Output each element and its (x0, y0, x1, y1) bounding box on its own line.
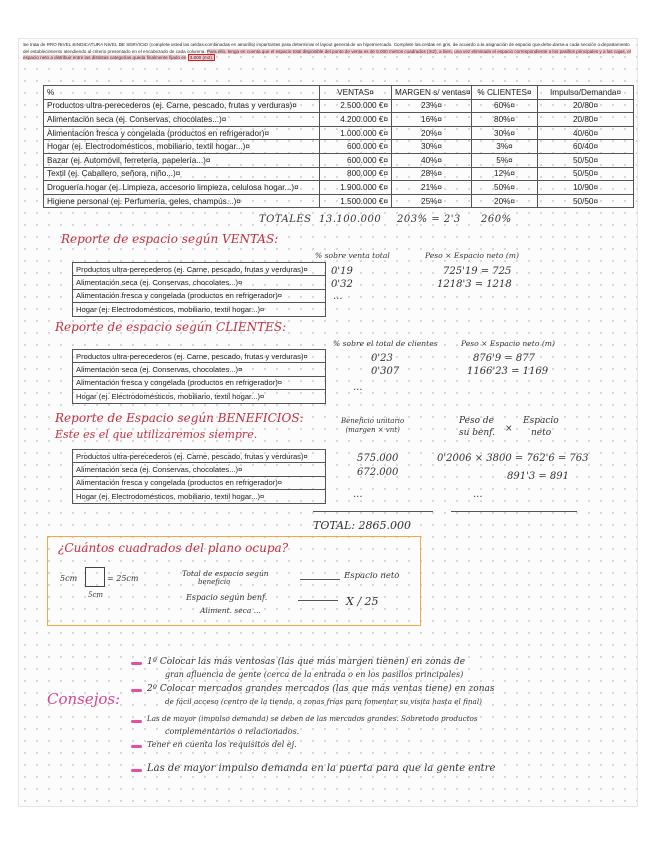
header-ventas: VENTAS¤ (320, 86, 392, 100)
row-name: Productos ultra-perecederos (ej. Carne, pescado, frutas y verduras)¤ (73, 350, 326, 363)
beneficios-title: Reporte de Espacio según BENEFICIOS: (55, 411, 304, 425)
intro-boxed-value: 3.800 (m2). (189, 55, 214, 61)
consejo-line-8: Las de mayor impulso demanda en la puerta para que la gente entre (147, 763, 496, 774)
marker-1 (131, 662, 142, 665)
table-row (44, 126, 634, 140)
beneficios-v2-2: ... (473, 489, 483, 500)
beneficios-col3b: neto (531, 428, 552, 438)
x-over: X / 25 (346, 595, 379, 608)
row-name: Productos ultra-perecederos (ej. Carne, pescado, frutas y verduras)¤ (73, 450, 326, 463)
row-margen: 21%¤ (392, 181, 472, 195)
row-margen: 25%¤ (392, 194, 472, 208)
frac-num-b: beneficio (198, 578, 231, 586)
intro-highlight2: una vez eliminado el espacio correspondiente a los pasillos principales y a las cajas, el espacio neto a distribuir entre las distintas categorías queda finalmente fijado en (23, 48, 631, 61)
beneficios-times: × (505, 424, 513, 434)
table-row (73, 390, 326, 403)
row-impulso: 50/50¤ (538, 194, 634, 208)
row-ventas: 600.000 €¤ (320, 140, 392, 154)
row-name: Alimentación fresca y congelada (productos en refrigerador)¤ (73, 476, 326, 489)
row-impulso: 20/80¤ (538, 99, 634, 113)
clientes-title: Reporte de espacio según CLIENTES: (55, 320, 287, 334)
clientes-v1-2: ... (353, 382, 363, 393)
consejo-line-4: de fácil acceso (centro de la tienda, o zonas frías para fomentar su visita hasta el final) (165, 697, 482, 706)
table-row (44, 194, 634, 208)
table-row (44, 153, 634, 167)
consejo-line-7: Tener en cuenta los requisitos del ej. (147, 740, 297, 749)
marker-5 (131, 769, 142, 772)
row-name: Bazar (ej. Automóvil, ferretería, papelería...)¤ (44, 153, 320, 167)
row-name: Productos ultra-perecederos (ej. Carne, pescado, frutas y verduras)¤ (44, 99, 320, 113)
row-margen: 40%¤ (392, 153, 472, 167)
main-table (43, 85, 634, 208)
ventas-title: Reporte de espacio según VENTAS: (61, 232, 279, 246)
table-row (44, 113, 634, 127)
row-name: Hogar (ej. Electrodomésticos, mobiliario, textil hogar...)¤ (44, 140, 320, 154)
row-ventas: 4.200.000 €¤ (320, 113, 392, 127)
clientes-table (72, 349, 326, 404)
table-row (73, 350, 326, 363)
row-name: Droguería hogar (ej. Limpieza, accesorio limpieza, celulosa hogar...)¤ (44, 181, 320, 195)
square-side-label: 5cm (60, 574, 78, 583)
intro-text (23, 42, 631, 62)
table-row (44, 181, 634, 195)
beneficios-v2-0: 0'2006 × 3800 = 762'6 = 763 (437, 453, 589, 464)
frac-num-a: Total de espacio según (182, 569, 269, 578)
row-impulso: 50/50¤ (538, 167, 634, 181)
consejo-line-2: gran afluencia de gente (cerca de la entrada o en los pasillos principales) (165, 670, 464, 679)
intro-highlight1: Para ello, tenga en cuenta que el espacio total disponible del punto de venta es de 5.000 metros cuadrados (m2), a bien, (206, 48, 453, 54)
row-margen: 30%¤ (392, 140, 472, 154)
row-impulso: 50/50¤ (538, 153, 634, 167)
marker-4 (131, 745, 142, 748)
row-name: Alimentación seca (ej. Conservas, chocolates...)¤ (73, 276, 326, 289)
beneficios-v2-1: 891'3 = 891 (507, 471, 570, 482)
row-name: Higiene personal (ej. Perfumería, geles, champús...)¤ (44, 194, 320, 208)
ventas-v1-1: 0'32 (331, 279, 353, 290)
totals-margen: 203% = 2'3 (397, 214, 461, 225)
totals-clientes: 260% (481, 214, 512, 225)
intro-part2: darse a cada sección o departamento del establecimiento atendiendo al criterio presentado en el encabezado de cada columna. (23, 42, 630, 54)
row-name: Hogar (ej. Electrodomésticos, mobiliario, textil hogar...)¤ (73, 390, 326, 403)
row-name: Alimentación fresca y congelada (productos en refrigerador)¤ (44, 126, 320, 140)
clientes-v2-1: 1166'23 = 1169 (467, 366, 549, 377)
row-name: Hogar (ej. Electrodomésticos, mobiliario, textil hogar...)¤ (73, 303, 326, 316)
beneficios-col3a: Espacio (523, 416, 559, 426)
beneficios-col2a: Peso de (459, 416, 494, 426)
row-margen: 28%¤ (392, 167, 472, 181)
table-row (73, 289, 326, 302)
ventas-col2: Peso × Espacio neto (m) (425, 251, 519, 260)
total-underline-right (451, 511, 577, 512)
beneficios-col2 (459, 415, 495, 439)
consejo-line-1: 1º Colocar las más ventosas (las que más margen tienen) en zonas de (147, 657, 466, 667)
table-row (73, 490, 326, 503)
table-row (44, 140, 634, 154)
beneficios-total: TOTAL: 2865.000 (313, 519, 412, 532)
table-row (73, 303, 326, 316)
row-name: Hogar (ej. Electrodomésticos, mobiliario, textil hogar...)¤ (73, 490, 326, 503)
header-percent: % (44, 86, 320, 100)
row-ventas: 1.900.000 €¤ (320, 181, 392, 195)
squares-box (47, 536, 421, 626)
table-row (44, 167, 634, 181)
totals-ventas: 13.100.000 (319, 214, 382, 225)
row-impulso: 20/80¤ (538, 113, 634, 127)
beneficios-v1-0: 575.000 (357, 453, 399, 464)
square-icon (85, 567, 105, 587)
row-impulso: 10/90¤ (538, 181, 634, 195)
table-row (73, 476, 326, 489)
row-impulso: 40/60¤ (538, 126, 634, 140)
clientes-col1: % sobre el total de clientes (333, 339, 438, 348)
clientes-v1-1: 0'307 (371, 366, 400, 377)
beneficios-col1a: Beneficio unitario (341, 417, 405, 425)
beneficios-col3 (523, 415, 559, 439)
consejos-title: Consejos: (47, 690, 121, 708)
totals-label: TOTALES (259, 214, 312, 225)
frac-line-2 (298, 600, 338, 601)
beneficios-col1b: (margen × vnt) (345, 426, 400, 434)
marker-3 (131, 720, 142, 723)
main-table-header (44, 86, 634, 100)
row-clientes: 60%¤ (472, 99, 538, 113)
frac-num-right: Espacio neto (344, 571, 400, 581)
ventas-table (72, 262, 326, 317)
table-row (73, 263, 326, 276)
beneficios-col2b: su benf. (459, 428, 496, 438)
row-clientes: 5%¤ (472, 153, 538, 167)
row-clientes: 3%¤ (472, 140, 538, 154)
beneficios-subtitle: Este es el que utilizaremos siempre. (55, 428, 258, 441)
ventas-v1-0: 0'19 (331, 266, 353, 277)
intro-part1: Se trata de PRO RIVEL SINDICATURA NIVEL DE SERVICIO (complete usted las celdas combinadas en amarillo) importantes para determinar el layout general de un hipermercado. Complete las celdas en gris, de acuerdo a la asignación de espacio que debe (23, 42, 552, 47)
row-name: Alimentación seca (ej. Conservas, chocolates...)¤ (44, 113, 320, 127)
row-ventas: 800.000 €¤ (320, 167, 392, 181)
row-name: Alimentación seca (ej. Conservas, chocolates...)¤ (73, 463, 326, 476)
beneficios-table (72, 449, 326, 504)
ventas-col1: % sobre venta total (315, 251, 390, 260)
consejo-line-5: Las de mayor (impulso demanda) se deben de las mercados grandes. Sobretodo productos (147, 714, 478, 723)
row-clientes: 50%¤ (472, 181, 538, 195)
row-margen: 23%¤ (392, 99, 472, 113)
header-impulso: Impulso/Demanda¤ (538, 86, 634, 100)
consejo-line-6: complementarios o relacionados. (165, 727, 300, 736)
line2-a: Espacio según benf. (186, 593, 268, 602)
ventas-v1-2: ... (333, 291, 343, 302)
table-row (73, 450, 326, 463)
row-name: Alimentación fresca y congelada (productos en refrigerador)¤ (73, 289, 326, 302)
clientes-v2-0: 876'9 = 877 (473, 353, 536, 364)
row-name: Alimentación seca (ej. Conservas, chocolates...)¤ (73, 363, 326, 376)
table-row (73, 463, 326, 476)
row-margen: 16%¤ (392, 113, 472, 127)
table-row (44, 99, 634, 113)
row-ventas: 600.000 €¤ (320, 153, 392, 167)
row-ventas: 2.500.000 €¤ (320, 99, 392, 113)
row-ventas: 1.000.000 €¤ (320, 126, 392, 140)
ventas-v2-1: 1218'3 = 1218 (437, 279, 512, 290)
square-eq: = 25cm (107, 574, 139, 583)
frac-line-1 (300, 579, 340, 580)
total-underline-left (313, 511, 433, 512)
beneficios-v1-1: 672.000 (357, 467, 399, 478)
line2-b: Aliment. seca ... (200, 606, 261, 615)
table-row (73, 276, 326, 289)
beneficios-v1-2: ... (353, 489, 363, 500)
row-name: Alimentación fresca y congelada (productos en refrigerador)¤ (73, 376, 326, 389)
row-clientes: 30%¤ (472, 126, 538, 140)
row-clientes: 20%¤ (472, 194, 538, 208)
clientes-col2: Peso × Espacio neto (m) (461, 339, 555, 348)
row-name: Textil (ej. Caballero, señora, niño...)¤ (44, 167, 320, 181)
row-clientes: 80%¤ (472, 113, 538, 127)
ventas-v2-0: 725'19 = 725 (443, 266, 512, 277)
row-margen: 20%¤ (392, 126, 472, 140)
row-ventas: 1.500.000 €¤ (320, 194, 392, 208)
row-impulso: 60/40¤ (538, 140, 634, 154)
beneficios-col1 (341, 417, 404, 435)
header-clientes: % CLIENTES¤ (472, 86, 538, 100)
row-name: Productos ultra-perecederos (ej. Carne, pescado, frutas y verduras)¤ (73, 263, 326, 276)
squares-title: ¿Cuántos cuadrados del plano ocupa? (58, 541, 289, 555)
table-row (73, 376, 326, 389)
square-bottom-label: 5cm (88, 591, 104, 599)
clientes-v1-0: 0'23 (371, 353, 393, 364)
marker-2 (131, 689, 142, 692)
consejo-line-3: 2º Colocar mercados grandes mercados (las que más ventas tiene) en zonas (147, 684, 495, 694)
row-clientes: 12%¤ (472, 167, 538, 181)
header-margen: MARGEN s/ ventas¤ (392, 86, 472, 100)
table-row (73, 363, 326, 376)
